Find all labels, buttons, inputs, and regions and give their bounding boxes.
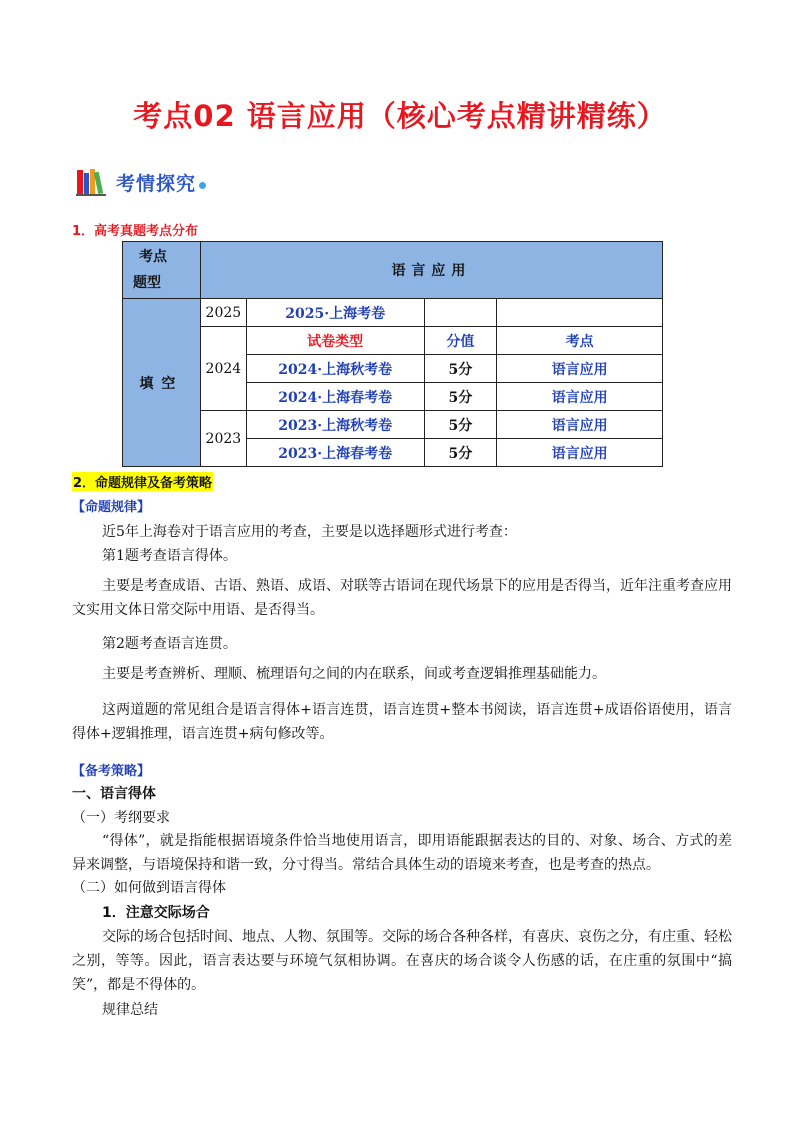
sub1-para: “得体”，就是指能根据语境条件恰当地使用语言，即用语能跟据表达的目的、对象、场合、方式的差异来调整，与语境保持和谐一致，分寸得当。常结合具体生动的语境来考查，也是考查的热点。 (72, 833, 732, 873)
year-2023: 2023 (200, 411, 246, 467)
rule-para-1: 近5年上海卷对于语言应用的考查，主要是以选择题形式进行考查： (102, 524, 517, 540)
table-cell: 2023·上海秋考卷 (246, 411, 424, 439)
year-2025: 2025 (200, 299, 246, 327)
table-cell: 2025·上海考卷 (246, 299, 424, 327)
rule-para-3: 主要是考查成语、古语、熟语、成语、对联等古语词在现代场景下的应用是否得当，近年注重考查应用文实用文体日常交际中用语、是否得当。 (72, 578, 732, 618)
table-cell: 语言应用 (497, 355, 663, 383)
table-cell: 5分 (424, 439, 497, 467)
table-cell: 2024·上海春考卷 (246, 383, 424, 411)
year-2024: 2024 (200, 327, 246, 411)
section1-heading: 1．高考真题考点分布 (72, 224, 199, 239)
rule-para-6: 这两道题的常见组合是语言得体+语言连贯，语言连贯+整本书阅读，语言连贯+成语俗语使用，语言得体+逻辑推理，语言连贯+病句修改等。 (72, 702, 732, 742)
table-cell: 语言应用 (497, 383, 663, 411)
table-cell (424, 299, 497, 327)
sub2-title: （二）如何做到语言得体 (72, 880, 226, 896)
table-cell: 5分 (424, 383, 497, 411)
point1-title: 1．注意交际场合 (102, 905, 210, 921)
table-cell: 5分 (424, 355, 497, 383)
strategy-label: 【备考策略】 (72, 764, 151, 779)
rule-para-2: 第1题考查语言得体。 (102, 548, 237, 564)
summary-label: 规律总结 (102, 1002, 158, 1018)
table-cell: 语言应用 (497, 439, 663, 467)
rule-para-5: 主要是考查辨析、理顺、梳理语句之间的内在联系，间或考查逻辑推理基础能力。 (102, 666, 606, 682)
table-cell: 语言应用 (497, 411, 663, 439)
col-header: 试卷类型 (246, 327, 424, 355)
table-cell: 2023·上海春考卷 (246, 439, 424, 467)
side-label: 填空 (123, 299, 201, 467)
corner-top-label: 考点 (139, 249, 167, 265)
corner-bottom-label: 题型 (133, 275, 161, 291)
page-title: 考点02 语言应用（核心考点精讲精练） (133, 99, 667, 133)
table-corner (123, 242, 201, 299)
rule-label: 【命题规律】 (72, 500, 151, 515)
col-header: 考点 (497, 327, 663, 355)
banner-dot (199, 182, 206, 189)
banner-text: 考情探究 (116, 172, 197, 195)
books-icon (76, 167, 114, 197)
section-banner (76, 166, 206, 198)
rule-para-4: 第2题考查语言连贯。 (102, 636, 237, 652)
table-cell (497, 299, 663, 327)
exam-distribution-table (122, 241, 663, 467)
sub1-title: （一）考纲要求 (72, 810, 170, 826)
point1-para: 交际的场合包括时间、地点、人物、氛围等。交际的场合各种各样，有喜庆、哀伤之分，有庄重、轻松之别，等等。因此，语言表达要与环境气氛相协调。在喜庆的场合谈令人伤感的话，在庄重的氛围中“搞笑”，都是不得体的。 (72, 929, 732, 993)
section2-heading: 2．命题规律及备考策略 (72, 472, 213, 491)
table-cell: 5分 (424, 411, 497, 439)
col-header: 分值 (424, 327, 497, 355)
table-header: 语言应用 (200, 242, 662, 299)
table-cell: 2024·上海秋考卷 (246, 355, 424, 383)
part1-title: 一、语言得体 (72, 786, 156, 802)
